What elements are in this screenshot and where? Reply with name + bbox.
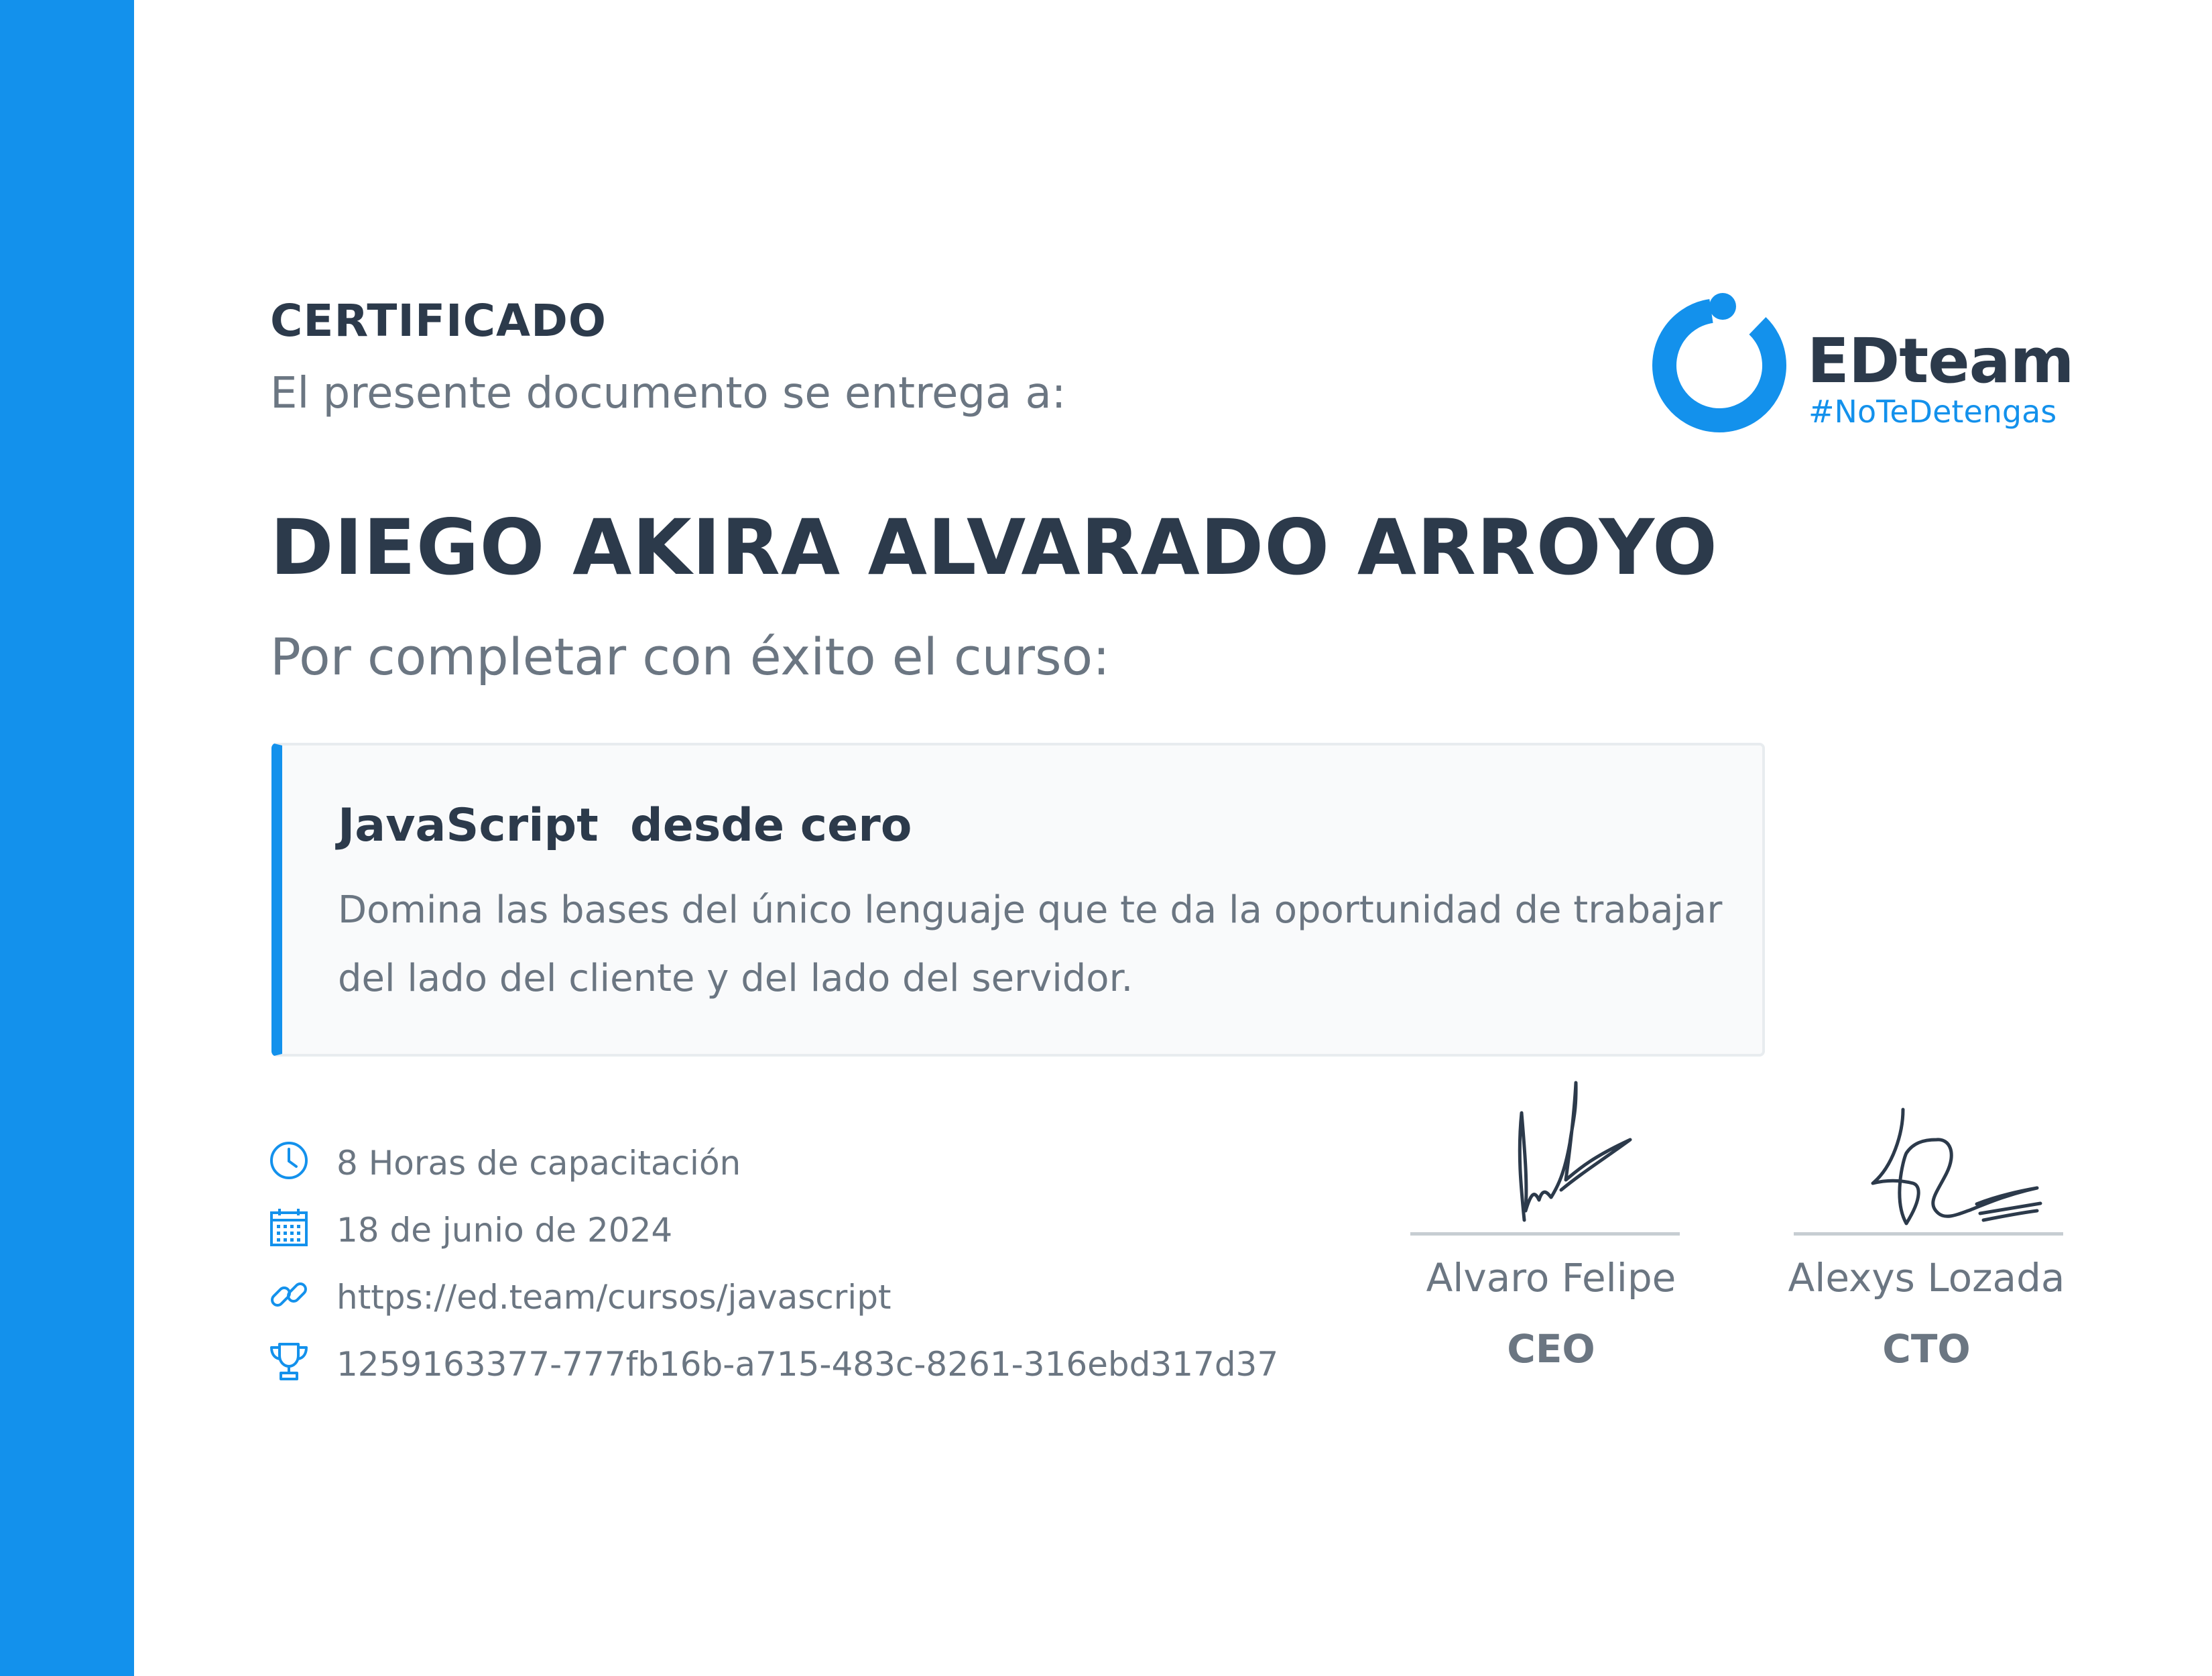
signer-role: CTO bbox=[1882, 1326, 1971, 1372]
course-intro: Por completar con éxito el curso: bbox=[270, 627, 1110, 686]
date-text: 18 de junio de 2024 bbox=[336, 1211, 673, 1250]
course-url-link[interactable]: https://ed.team/cursos/javascript bbox=[336, 1278, 892, 1317]
course-description: Domina las bases del único lenguaje que te da la oportunidad de trabajar del lado del cliente y del lado del servidor. bbox=[338, 888, 1723, 1000]
clock-icon bbox=[268, 1140, 310, 1181]
certificate-intro: El presente documento se entrega a: bbox=[270, 369, 1066, 418]
signature-line bbox=[1410, 1232, 1680, 1236]
signature-cto bbox=[1786, 1079, 2067, 1401]
signer-name: Alvaro Felipe bbox=[1426, 1255, 1676, 1301]
edteam-ring-icon bbox=[1649, 292, 1796, 439]
link-icon bbox=[268, 1274, 310, 1315]
cto-signature-icon bbox=[1786, 1079, 2081, 1240]
calendar-icon bbox=[268, 1207, 310, 1248]
signature-ceo bbox=[1410, 1079, 1692, 1401]
signer-role: CEO bbox=[1507, 1326, 1595, 1372]
ceo-signature-icon bbox=[1410, 1079, 1692, 1240]
edteam-logo bbox=[1649, 292, 2078, 439]
certificate-title: CERTIFICADO bbox=[270, 295, 607, 347]
hours-text: 8 Horas de capacitación bbox=[336, 1144, 741, 1183]
course-card bbox=[271, 743, 1765, 1057]
signature-line bbox=[1794, 1232, 2063, 1236]
signer-name: Alexys Lozada bbox=[1788, 1255, 2065, 1301]
recipient-name: DIEGO AKIRA ALVARADO ARROYO bbox=[270, 503, 1718, 592]
trophy-icon bbox=[268, 1341, 310, 1382]
course-name: JavaScript desde cero bbox=[338, 799, 912, 852]
logo-tagline: #NoTeDetengas bbox=[1808, 394, 2057, 430]
certificate-id: 1259163377-777fb16b-a715-483c-8261-316ebd317d37 bbox=[336, 1345, 1279, 1384]
left-accent-stripe bbox=[0, 0, 134, 1676]
logo-wordmark: EDteam bbox=[1807, 325, 2074, 397]
